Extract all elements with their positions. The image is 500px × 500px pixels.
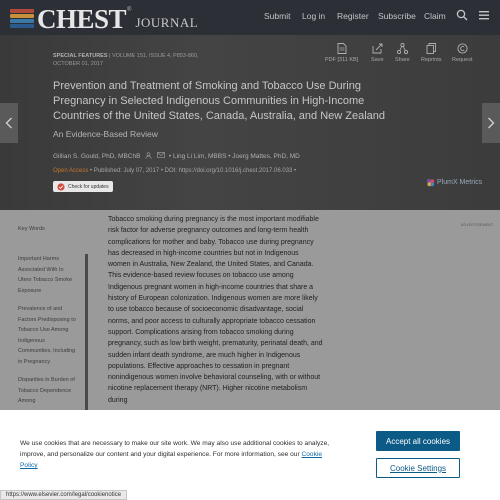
nav-subscribe[interactable]: Subscribe	[378, 11, 416, 21]
publication-info	[53, 168, 296, 174]
reprints-button[interactable]	[421, 43, 441, 63]
chest-journal-logo[interactable]	[10, 4, 199, 34]
pdf-button[interactable]	[325, 43, 358, 63]
check-for-updates-label: Check for updates	[68, 183, 109, 190]
meta-separator: |	[109, 53, 112, 59]
plumx-metrics-link[interactable]	[426, 178, 482, 187]
cookie-settings-button[interactable]: Cookie Settings	[376, 458, 460, 478]
cookie-policy-link[interactable]: Cookie Policy	[20, 451, 323, 469]
article-subtitle: An Evidence-Based Review	[53, 129, 158, 139]
section-label[interactable]: SPECIAL FEATURES	[53, 53, 108, 59]
next-article-arrow[interactable]	[482, 103, 500, 143]
save-icon	[372, 43, 383, 54]
abstract-text: Tobacco smoking during pregnancy is the most important modifiable risk factor for adverse pregnancy outcomes and long-term health complications for mother and baby. Tobacco use during pregnancy has decreased in high-income countries but not in Indigenous women in Australia, New Zealand, the United States, and Canada. This evidence-based review focuses on tobacco use among Indigenous pregnant women in high-income countries that share a history of European colonization. Indigenous women are more likely to use tobacco because of socioeconomic disadvantage, social norms, and poor access to culturally appropriate tobacco cessation support. Complications arising from tobacco smoking during pregnancy, such as low birth weight, prematurity, perinatal death, and sudden infant death syndrome, are much higher in Indigenous populations. Effective approaches to cessation in pregnant nonindigenous women involve behavioral counseling, with or without nicotine replacement therapy (NRT). Higher nicotine metabolism during	[108, 216, 323, 404]
share-icon	[397, 43, 408, 54]
article-hero	[0, 35, 500, 210]
copyright-request-icon	[457, 43, 468, 54]
article-meta	[53, 52, 253, 68]
author-others[interactable]: • Ling Li Lim, MBBS • Joerg Mattes, PhD, MD	[168, 153, 300, 160]
open-access-badge: Open Access	[53, 168, 89, 174]
request-label: Request	[452, 57, 473, 63]
check-for-updates-button[interactable]	[53, 181, 113, 192]
email-icon[interactable]	[157, 152, 165, 158]
pdf-icon	[337, 43, 347, 54]
article-title: Prevention and Treatment of Smoking and Tobacco Use During Pregnancy in Selected Indigenous Communities in High-Income Countries of the United States, Canada, Australia, and New Zealand	[53, 80, 386, 122]
published-doi[interactable]: • Published: July 07, 2017 • DOI: https://doi.org/10.1016/j.chest.2017.06.033 •	[90, 168, 297, 174]
issue-date: OCTOBER 01, 2017	[53, 61, 104, 67]
search-icon[interactable]	[456, 9, 468, 21]
advertisement-label: ADVERTISEMENT	[461, 223, 494, 227]
nav-log-in[interactable]: Log in	[302, 11, 326, 21]
browser-status-url: https://www.elsevier.com/legal/cookienotice	[0, 490, 127, 500]
chevron-right-icon	[487, 117, 495, 129]
menu-icon[interactable]	[478, 9, 490, 21]
cookie-banner	[0, 410, 500, 500]
share-label: Share	[395, 57, 410, 63]
toc-item-disparities[interactable]: Disparities in Burden of Tobacco Dependence Among	[18, 377, 75, 404]
toc-list	[8, 254, 88, 429]
request-button[interactable]	[452, 43, 473, 63]
plumx-label: PlumX Metrics	[437, 179, 483, 186]
person-icon[interactable]	[145, 152, 152, 159]
previous-article-arrow[interactable]	[0, 103, 18, 143]
chevron-left-icon	[5, 117, 13, 129]
save-label: Save	[371, 57, 384, 63]
plumx-icon	[426, 178, 435, 187]
accept-all-cookies-button[interactable]: Accept all cookies	[376, 431, 460, 451]
crossmark-icon	[57, 183, 65, 191]
reprints-icon	[426, 43, 437, 54]
author-list	[53, 152, 300, 160]
nav-claim[interactable]: Claim	[424, 11, 446, 21]
volume-info[interactable]: VOLUME 151, ISSUE 4, P853-860,	[112, 53, 199, 59]
toc-item-harms[interactable]: Important Harms Associated With In Utero Tobacco Smoke Exposure	[18, 256, 73, 294]
logo-journal-text: JOURNAL	[135, 15, 199, 30]
nav-submit[interactable]: Submit	[264, 11, 291, 21]
logo-registered-mark: ®	[127, 7, 132, 13]
share-button[interactable]	[395, 43, 410, 63]
pdf-label: PDF [311 KB]	[325, 57, 359, 63]
table-of-contents	[8, 226, 88, 404]
logo-mark-icon	[10, 8, 34, 30]
toc-key-words[interactable]: Key Words	[18, 226, 45, 232]
author-gould[interactable]: Gillian S. Gould, PhD, MBChB	[53, 153, 141, 160]
logo-text: CHEST	[37, 4, 127, 34]
save-button[interactable]	[371, 43, 384, 63]
site-header	[0, 0, 500, 35]
nav-register[interactable]: Register	[337, 11, 369, 21]
article-content	[0, 210, 500, 425]
cookie-message	[20, 438, 335, 471]
toc-item-prevalence[interactable]: Prevalence of and Factors Predisposing to Tobacco Use Among Indigenous Communities, Including in Pregnancy	[18, 306, 76, 365]
reprints-label: Reprints	[421, 57, 442, 63]
cookie-message-text: We use cookies that are necessary to make our site work. We may also use additional cookies to analyze, improve, and personalize our content and your digital experience. For more information, see our	[20, 440, 330, 458]
